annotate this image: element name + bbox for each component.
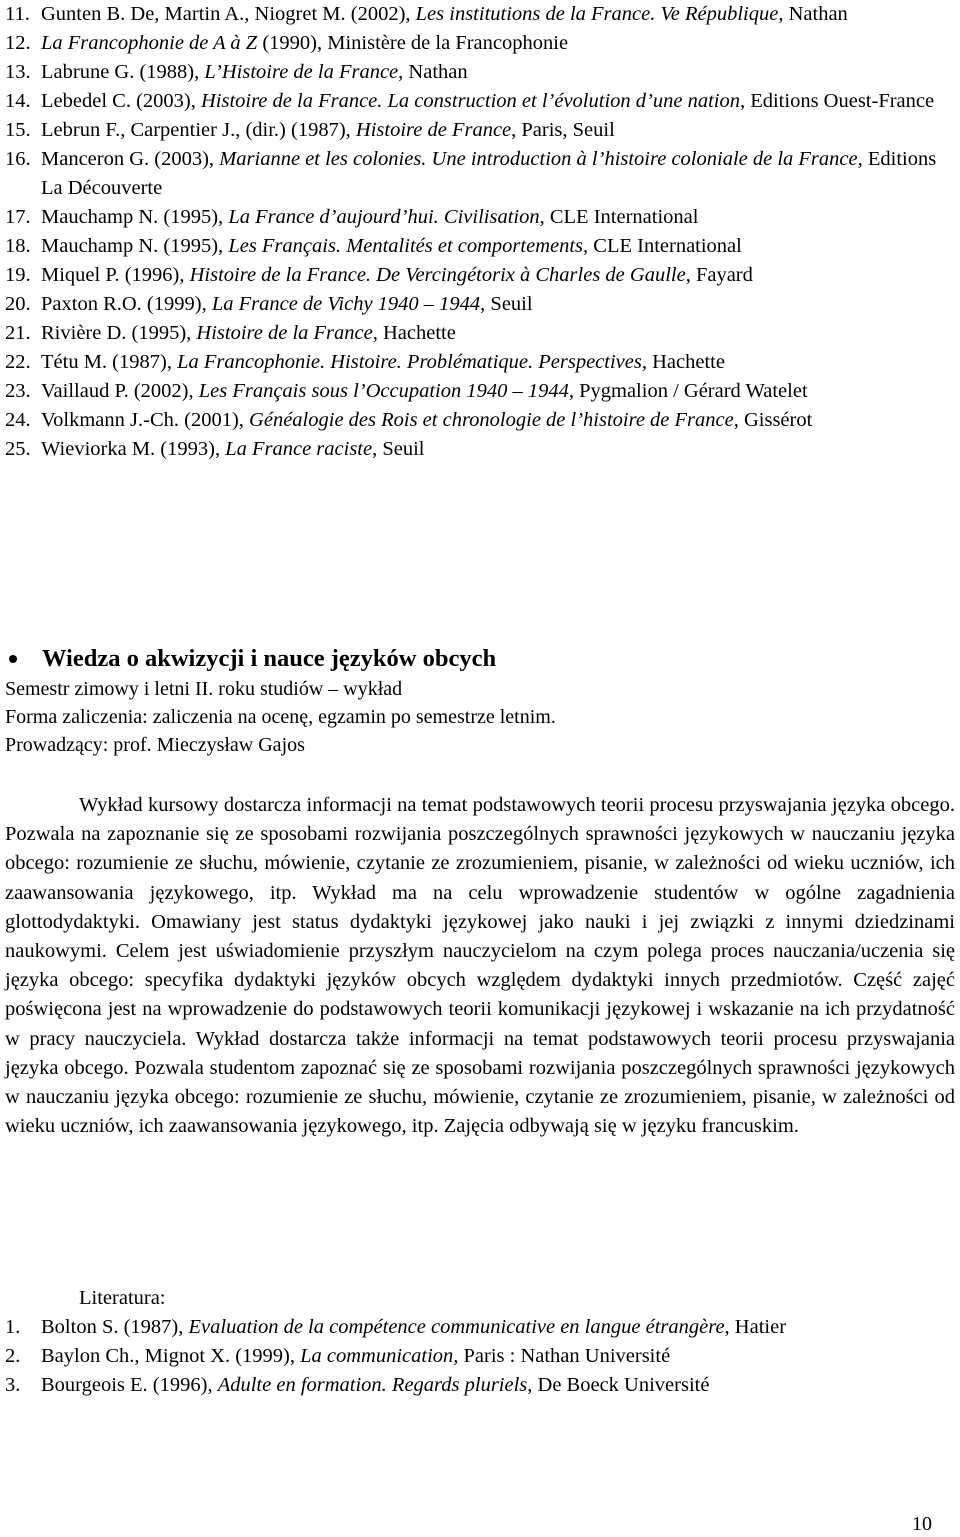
- list-item: [5, 87, 950, 116]
- item-segment: Rivière D. (1995),: [41, 322, 197, 344]
- list-item: [5, 1371, 950, 1400]
- item-text: [41, 0, 950, 29]
- item-segment: , Paris, Seuil: [511, 119, 615, 141]
- item-text: [41, 1342, 950, 1371]
- italic-title: La Francophonie. Histoire. Problématique. Perspectives,: [177, 351, 647, 373]
- italic-title: La communication,: [300, 1345, 459, 1367]
- course-lecturer: Prowadzący: prof. Mieczysław Gajos: [5, 734, 305, 756]
- reference-list: [5, 0, 950, 464]
- page-number: 10: [912, 1513, 932, 1535]
- item-text: [41, 58, 950, 87]
- item-segment: , Fayard: [685, 264, 753, 286]
- item-segment: , CLE International: [583, 235, 742, 257]
- item-segment: Vaillaud P. (2002),: [41, 380, 199, 402]
- item-segment: Manceron G. (2003),: [41, 148, 220, 170]
- item-text: [41, 261, 950, 290]
- item-segment: Lebrun F., Carpentier J., (dir.) (1987),: [41, 119, 356, 141]
- item-text: [41, 348, 950, 377]
- course-heading: [5, 643, 955, 675]
- item-number: 2.: [5, 1345, 21, 1367]
- list-item: [5, 116, 950, 145]
- item-number: 16.: [5, 148, 31, 170]
- item-segment: Mauchamp N. (1995),: [41, 235, 229, 257]
- italic-title: Evaluation de la compétence communicative en langue étrangère: [188, 1316, 725, 1338]
- item-number: 3.: [5, 1374, 21, 1396]
- item-segment: , Pygmalion / Gérard Watelet: [568, 380, 808, 402]
- item-segment: Tétu M. (1987),: [41, 351, 178, 373]
- italic-title: La France raciste: [225, 438, 373, 460]
- item-segment: , De Boeck Université: [527, 1374, 710, 1396]
- list-item: [5, 58, 950, 87]
- list-item: [5, 290, 950, 319]
- item-text: [41, 29, 950, 58]
- item-text: [41, 435, 950, 464]
- list-item: [5, 1313, 950, 1342]
- item-segment: , Nathan: [398, 61, 468, 83]
- list-item: [5, 203, 950, 232]
- item-segment: , Hatier: [724, 1316, 787, 1338]
- list-item: [5, 377, 950, 406]
- item-number: 21.: [5, 322, 31, 344]
- item-number: 19.: [5, 264, 31, 286]
- item-text: [41, 145, 950, 203]
- italic-title: La Francophonie de A à Z: [41, 32, 258, 54]
- italic-title: Généalogie des Rois et chronologie de l’histoire de France: [249, 409, 734, 431]
- item-number: 17.: [5, 206, 31, 228]
- item-text: [41, 87, 950, 116]
- list-item: [5, 319, 950, 348]
- item-text: [41, 377, 950, 406]
- list-item: [5, 348, 950, 377]
- item-number: 24.: [5, 409, 31, 431]
- item-segment: Lebedel C. (2003),: [41, 90, 201, 112]
- bullet-icon: [9, 655, 17, 663]
- course-section: [5, 643, 955, 759]
- item-segment: Baylon Ch., Mignot X. (1999),: [41, 1345, 301, 1367]
- item-segment: (1990), Ministère de la Francophonie: [257, 32, 569, 54]
- item-segment: Gunten B. De, Martin A., Niogret M. (2002),: [41, 3, 416, 25]
- item-segment: , Editions La Découverte: [41, 148, 937, 199]
- item-segment: Bourgeois E. (1996),: [41, 1374, 218, 1396]
- item-segment: , Nathan: [778, 3, 848, 25]
- list-item: [5, 261, 950, 290]
- item-number: 12.: [5, 32, 31, 54]
- item-text: [41, 1313, 950, 1342]
- italic-title: Histoire de la France. De Vercingétorix à Charles de Gaulle: [189, 264, 686, 286]
- item-segment: Hachette: [646, 351, 725, 373]
- literature-label: Literatura:: [79, 1287, 166, 1309]
- item-number: 25.: [5, 438, 31, 460]
- item-text: [41, 290, 950, 319]
- item-number: 13.: [5, 61, 31, 83]
- item-segment: Volkmann J.-Ch. (2001),: [41, 409, 250, 431]
- item-number: 23.: [5, 380, 31, 402]
- item-number: 14.: [5, 90, 31, 112]
- item-segment: Mauchamp N. (1995),: [41, 206, 229, 228]
- item-segment: , Editions Ouest-France: [739, 90, 935, 112]
- italic-title: Marianne et les colonies. Une introduction à l’histoire coloniale de la France: [219, 148, 858, 170]
- literature-list: [5, 1313, 950, 1400]
- item-text: [41, 116, 950, 145]
- list-item: [5, 29, 950, 58]
- italic-title: Histoire de la France: [196, 322, 373, 344]
- item-text: [41, 203, 950, 232]
- item-text: [41, 406, 950, 435]
- item-segment: Paris : Nathan Université: [458, 1345, 671, 1367]
- course-semester: Semestr zimowy i letni II. roku studiów – wykład: [5, 678, 403, 700]
- item-number: 22.: [5, 351, 31, 373]
- list-item: [5, 0, 950, 29]
- item-segment: Bolton S. (1987),: [41, 1316, 189, 1338]
- item-segment: , Hachette: [372, 322, 456, 344]
- italic-title: L’Histoire de la France: [204, 61, 399, 83]
- list-item: [5, 406, 950, 435]
- italic-title: Les Français sous l’Occupation 1940 – 1944: [198, 380, 569, 402]
- course-assessment: Forma zaliczenia: zaliczenia na ocenę, egzamin po semestrze letnim.: [5, 706, 556, 728]
- item-number: 1.: [5, 1316, 21, 1338]
- item-segment: Wieviorka M. (1993),: [41, 438, 226, 460]
- list-item: [5, 435, 950, 464]
- item-number: 18.: [5, 235, 31, 257]
- item-text: [41, 232, 950, 261]
- item-text: [41, 319, 950, 348]
- list-item: [5, 1342, 950, 1371]
- italic-title: Histoire de France: [355, 119, 512, 141]
- italic-title: Les institutions de la France. Ve République: [415, 3, 779, 25]
- italic-title: La France de Vichy 1940 – 1944: [211, 293, 481, 315]
- item-segment: , Gissérot: [733, 409, 813, 431]
- italic-title: Histoire de la France. La construction et l’évolution d’une nation: [200, 90, 740, 112]
- course-description: Wykład kursowy dostarcza informacji na temat podstawowych teorii procesu przyswajania języka obcego. Pozwala na zapoznanie się ze sposobami rozwijania poszczególnych sprawności językowych w nauczaniu języka obcego: rozumienie ze słuchu, mówienie, czytanie ze zrozumieniem, pisanie, w zależności od wieku uczniów, ich zaawansowania językowego, itp. Wykład ma na celu wprowadzenie studentów w ogólne zagadnienia glottodydaktyki. Omawiany jest status dydaktyki językowej jako nauki i jej związki z innymi dziedzinami naukowymi. Celem jest uświadomienie przyszłym nauczycielom na czym polega proces nauczania/uczenia się języka obcego: specyfika dydaktyki języków obcych względem dydaktyki innych przedmiotów. Część zajęć poświęcona jest na wprowadzenie do podstawowych teorii komunikacji językowej i wskazanie na ich przydatność w pracy nauczyciela. Wykład dostarcza także informacji na temat podstawowych teorii procesu przyswajania języka obcego. Pozwala studentom zapoznać się ze sposobami rozwijania poszczególnych sprawności językowych w nauczaniu języka obcego: rozumienie ze słuchu, mówienie, czytanie ze zrozumieniem, pisanie, w zależności od wieku uczniów, ich zaawansowania językowego, itp. Zajęcia odbywają się w języku francuskim.: [5, 794, 955, 1138]
- item-segment: , CLE International: [539, 206, 699, 228]
- course-title: Wiedza o akwizycji i nauce języków obcych: [42, 645, 497, 672]
- item-segment: , Seuil: [372, 438, 425, 460]
- item-number: 11.: [5, 3, 30, 25]
- item-segment: Miquel P. (1996),: [41, 264, 190, 286]
- list-item: [5, 145, 950, 203]
- item-number: 15.: [5, 119, 31, 141]
- item-segment: , Seuil: [480, 293, 533, 315]
- item-segment: Paxton R.O. (1999),: [41, 293, 212, 315]
- italic-title: Les Français. Mentalités et comportements: [228, 235, 584, 257]
- list-item: [5, 232, 950, 261]
- item-segment: Labrune G. (1988),: [41, 61, 205, 83]
- italic-title: Adulte en formation. Regards pluriels: [217, 1374, 528, 1396]
- item-number: 20.: [5, 293, 31, 315]
- italic-title: La France d’aujourd’hui. Civilisation: [228, 206, 540, 228]
- item-text: [41, 1371, 950, 1400]
